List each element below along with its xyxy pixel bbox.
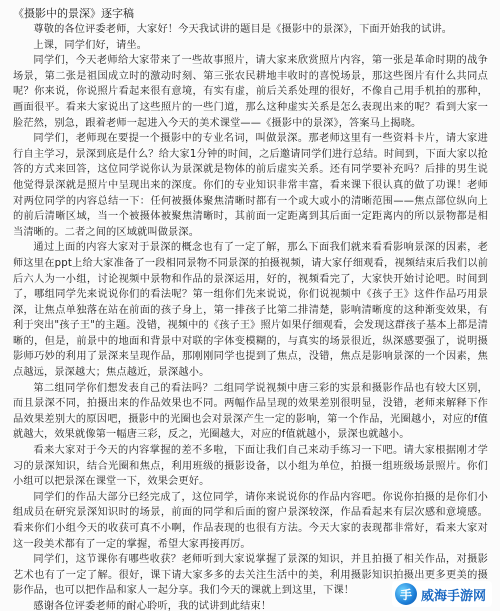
document-title: 《摄影中的景深》逐字稿 xyxy=(13,7,134,20)
site-logo-icon: 手 xyxy=(395,583,417,605)
paragraph-practice: 看来大家对于今天的内容掌握的差不多啦，下面让我们自己来动手练习一下吧。请大家根据刚才学习的景深知识，结合光圈和焦点，利用班级的摄影设备，以小组为单位，拍摄一组班级场景照片。你们小组可以把景深在课堂一下，效果会更好。 xyxy=(13,445,488,488)
paragraph-closing: 感谢各位评委老师的耐心聆听，我的试讲到此结束！ xyxy=(33,600,272,612)
paragraph-intro: 同学们，今天老师给大家带来了一些故事照片，请大家来欣赏照片内容，第一张是革命时期的战争场景，第二张是祖国成立时的激动时刻、第三张农民耕地丰收时的喜悦场景，那这些图片有什么共同点呢？你来说，你说照片看起来很有意境，有实有虚，前后关系处理的很好，不像自己用手机拍的那种，画面很平。看来大家说出了这些照片的一些门道，那么这种虚实关系是怎么表现出来的呢？看到大家一脸茫然，别急，跟着老师一起进入今天的美术课堂——《摄影中的景深》，答案马上揭晓。 xyxy=(13,55,488,129)
paragraph-factors-focus: 通过上面的内容大家对于景深的概念也有了一定了解，那么下面我们就来看看影响景深的因素，老师这里在ppt上给大家准备了一段相同景物不同景深的拍摄视频，请大家仔细观看，视频结束后我们以前后六人为一小组，讨论视频中景物和作品的景深运用，好的，视频看完了，大家快开始讨论吧。时间到了，哪组同学先来说说你们的看法呢？第一组你们先来说说，你们说视频中《孩子王》这件作品巧用景深，让焦点单独落在站在前面的孩子身上，第一排孩子比第二排清楚，影响清晰度的这种渐变效果，有利于突出"孩子王"的主题。没错，视频中的《孩子王》照片如果仔细观看，会发现这群孩子基本上都是清晰的，但是，前景中的地面和背景中对联的字体变模糊的，与真实的场景很近，纵深感要强了，说明摄影师巧妙的利用了景深来呈现作品，那刚刚同学也提到了焦点，没错，焦点是影响景深的一个因素，焦点越远，景深越大；焦点越近，景深越小。 xyxy=(13,242,488,379)
site-watermark-text: 威海手游网 xyxy=(420,588,486,604)
site-watermark xyxy=(392,581,492,607)
paragraph-factors-aperture: 第二组同学你们想发表自己的看法吗？二组同学说视频中唐三彩的实景和摄影作品也有较大区别，而且景深不同，拍摄出来的作品效果也不同。两幅作品呈现的效果差别很明显，没错，老师来解释下作品效果差别大的原因吧，摄影中的光圈也会对景深产生一定的影响，第一个作品，光圈越小，对应的f值就越大，效果就像第一幅唐三彩，反之，光圈越大，对应的f值就越小，景深也就越小。 xyxy=(13,382,488,441)
paragraph-concept: 同学们，老师现在要提一个摄影中的专业名词，叫做景深。那老师这里有一些资料卡片，请大家进行自主学习，景深到底是什么？给大家1分钟的时间，之后邀请同学们进行总结。时间到，下面大家以抢答的方式来回答，这位同学说你认为景深就是物体的前后虚实关系。还有同学要补充吗？后排的男生说他觉得景深就是照片中呈现出来的深度。你们的专业知识非常丰富，看来课下很认真的做了功课！老师对两位同学的内容总结一下：任何被摄体聚焦清晰时都有一个或大或小的清晰范围——焦点部位纵向上的前后清晰区域，当一个被摄体被聚焦清晰时，其前面一定距离到其后面一定距离内的所以景物都是相当清晰的。二者之间的区域就叫做景深。 xyxy=(13,133,488,238)
paragraph-showcase: 同学们的作品大部分已经完成了，这位同学，请你来说说你的作品内容吧。你说你拍摄的是你们小组成员在研究景深知识时的场景，前面的同学和后面的窗户景深较深，作品看起来有层次感和意境感。看来你们小组今天的收获可真不小啊，作品表现的也很有方法。今天大家的表现都非常好，看来大家对这一段美术都有了一定的掌握，希望大家再接再厉。 xyxy=(13,491,488,550)
paragraph-class-start: 上课，同学们好，请坐。 xyxy=(33,39,148,51)
paragraph-summary: 同学们，这节课你有哪些收获？老师听到大家说掌握了景深的知识，并且拍摄了相关作品，对摄影艺术也有了一定了解。很好，课下请大家多多的去关注生活中的美，利用摄影知识拍摄出更多更美的摄影作品，也可以把作品和家人一起分享。我们今天的课就上到这里，下课！ xyxy=(13,554,488,597)
paragraph-greeting: 尊敬的各位评委老师，大家好！今天我试讲的题目是《摄影中的景深》，下面开始我的试讲。 xyxy=(33,24,453,35)
